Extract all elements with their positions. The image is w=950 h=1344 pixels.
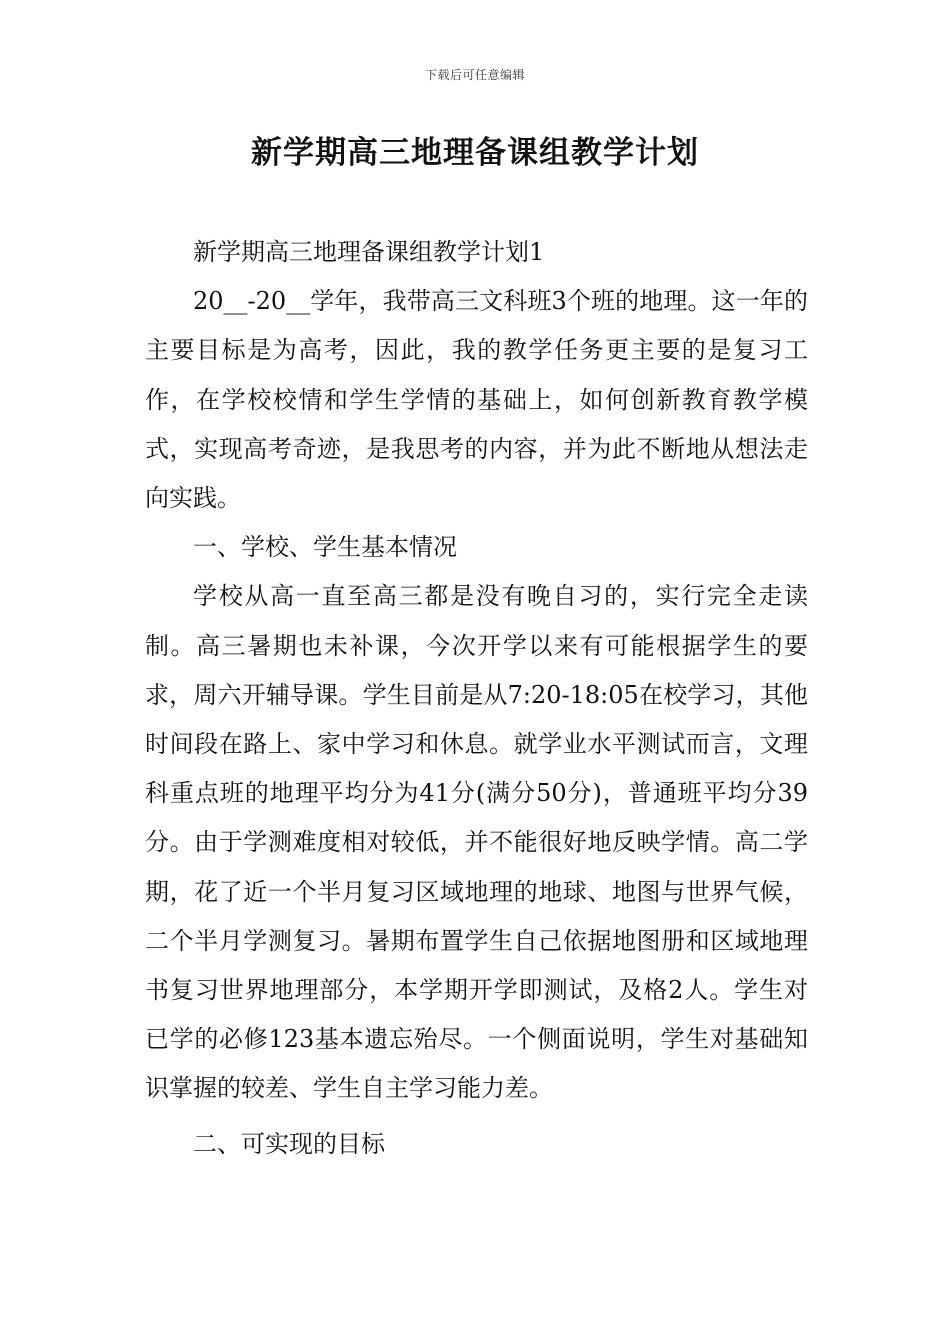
page-header-note: 下载后可任意编辑 [424, 68, 525, 82]
section-heading-goals: 二、可实现的目标 [193, 1129, 385, 1158]
section-heading-school-students: 一、学校、学生基本情况 [193, 533, 457, 562]
plan-subtitle: 新学期高三地理备课组教学计划1 [193, 238, 545, 266]
school-students-paragraph: 学校从高一直至高三都是没有晚自习的，实行完全走读制。高三暑期也未补课，今次开学以来有可能根据学生的要求，周六开辅导课。学生目前是从7:20-18:05在校学习，其他时间段在路上、家中学习和休息。就学业水平测试而言，文理科重点班的地理平均分为41分(满分50分)，普通班平均分39分。由于学测难度相对较低，并不能很好地反映学情。高二学期，花了近一个半月复习区域地理的地球、地图与世界气候，二个半月学测复习。暑期布置学生自己依据地图册和区域地理书复习世界地理部分，本学期开学即测试，及格2人。学生对已学的必修123基本遗忘殆尽。一个侧面说明，学生对基础知识掌握的较差、学生自主学习能力差。 [145, 582, 808, 1103]
document-body [145, 228, 808, 1169]
intro-paragraph: 20__-20__学年，我带高三文科班3个班的地理。这一年的主要目标是为高考，因此，我的教学任务更主要的是复习工作，在学校校情和学生学情的基础上，如何创新教育教学模式，实现高考奇迹，是我思考的内容，并为此不断地从想法走向实践。 [145, 287, 808, 513]
document-title: 新学期高三地理备课组教学计划 [251, 135, 699, 171]
